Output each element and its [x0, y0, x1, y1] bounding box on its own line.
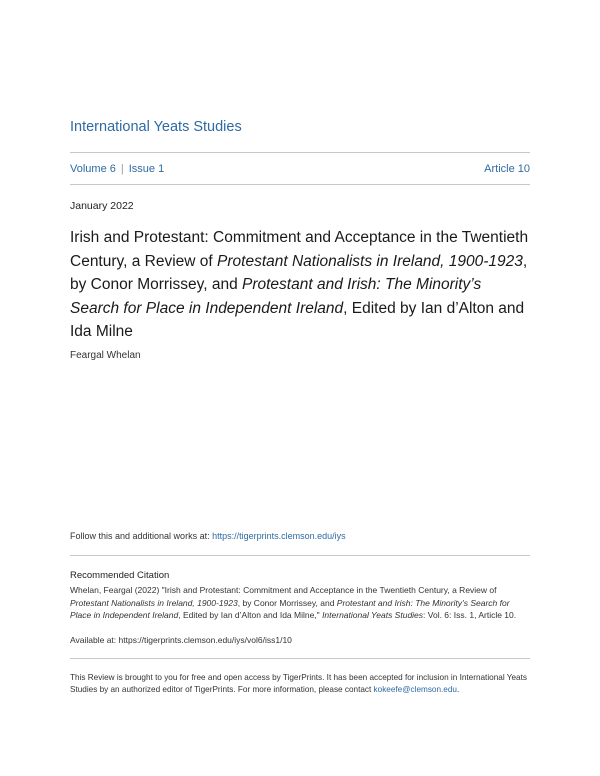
divider-follow — [70, 555, 530, 556]
available-prefix: Available at: — [70, 635, 119, 645]
volume-link[interactable]: Volume 6 — [70, 163, 116, 175]
cite-part-4: Protestant and Irish: The Minority’s Search for Place in Independent Ireland — [70, 597, 510, 621]
access-notice — [70, 672, 530, 696]
title-part-1: Irish and Protestant: Commitment and Acceptance in the Twentieth Century, a Review of — [70, 229, 529, 270]
title-part-2: Protestant Nationalists in Ireland, 1900-1923 — [217, 252, 523, 270]
article-title — [70, 226, 530, 344]
recommended-citation-heading: Recommended Citation — [70, 570, 170, 581]
cite-part-3: , by Conor Morrissey, and — [237, 597, 337, 608]
available-at-line — [70, 635, 292, 645]
issue-meta — [70, 163, 530, 175]
cite-part-7: : Vol. 6: Iss. 1, Article 10. — [423, 610, 517, 621]
issue-link[interactable]: Issue 1 — [128, 163, 165, 175]
title-part-5: , Edited by Ian d’Alton and Ida Milne — [70, 299, 525, 340]
journal-title-link[interactable]: International Yeats Studies — [70, 119, 242, 135]
cite-part-5: , Edited by Ian d’Alton and Ida Milne," — [178, 610, 323, 621]
publication-date: January 2022 — [70, 200, 134, 212]
cite-part-6: International Yeats Studies — [322, 610, 424, 621]
divider-top — [70, 152, 530, 153]
available-link[interactable]: https://tigerprints.clemson.edu/iys/vol6/iss1/10 — [118, 635, 292, 645]
cite-part-2: Protestant Nationalists in Ireland, 1900-1923 — [70, 597, 238, 608]
author-name: Feargal Whelan — [70, 350, 141, 361]
notice-text: This Review is brought to you for free and open access by TigerPrints. It has been accepted for inclusion in International Yeats Studies by an authorized editor of TigerPrints. For more information, please contact — [70, 673, 527, 694]
meta-separator: | — [120, 163, 124, 175]
follow-line — [70, 531, 346, 541]
cite-part-1: Whelan, Feargal (2022) "Irish and Protestant: Commitment and Acceptance in the Twentieth Century, a Review of — [70, 585, 497, 595]
divider-citation — [70, 658, 530, 659]
follow-prefix: Follow this and additional works at: — [70, 531, 213, 541]
article-link[interactable]: Article 10 — [484, 163, 530, 175]
contact-email-link[interactable]: kokeefe@clemson.edu — [373, 685, 457, 694]
title-part-4: Protestant and Irish: The Minority’s Search for Place in Independent Ireland — [70, 276, 482, 317]
title-part-3: , by Conor Morrissey, and — [70, 252, 528, 293]
citation-text — [70, 584, 530, 622]
divider-meta — [70, 184, 530, 185]
follow-link[interactable]: https://tigerprints.clemson.edu/iys — [212, 531, 346, 541]
notice-end: . — [456, 685, 460, 694]
